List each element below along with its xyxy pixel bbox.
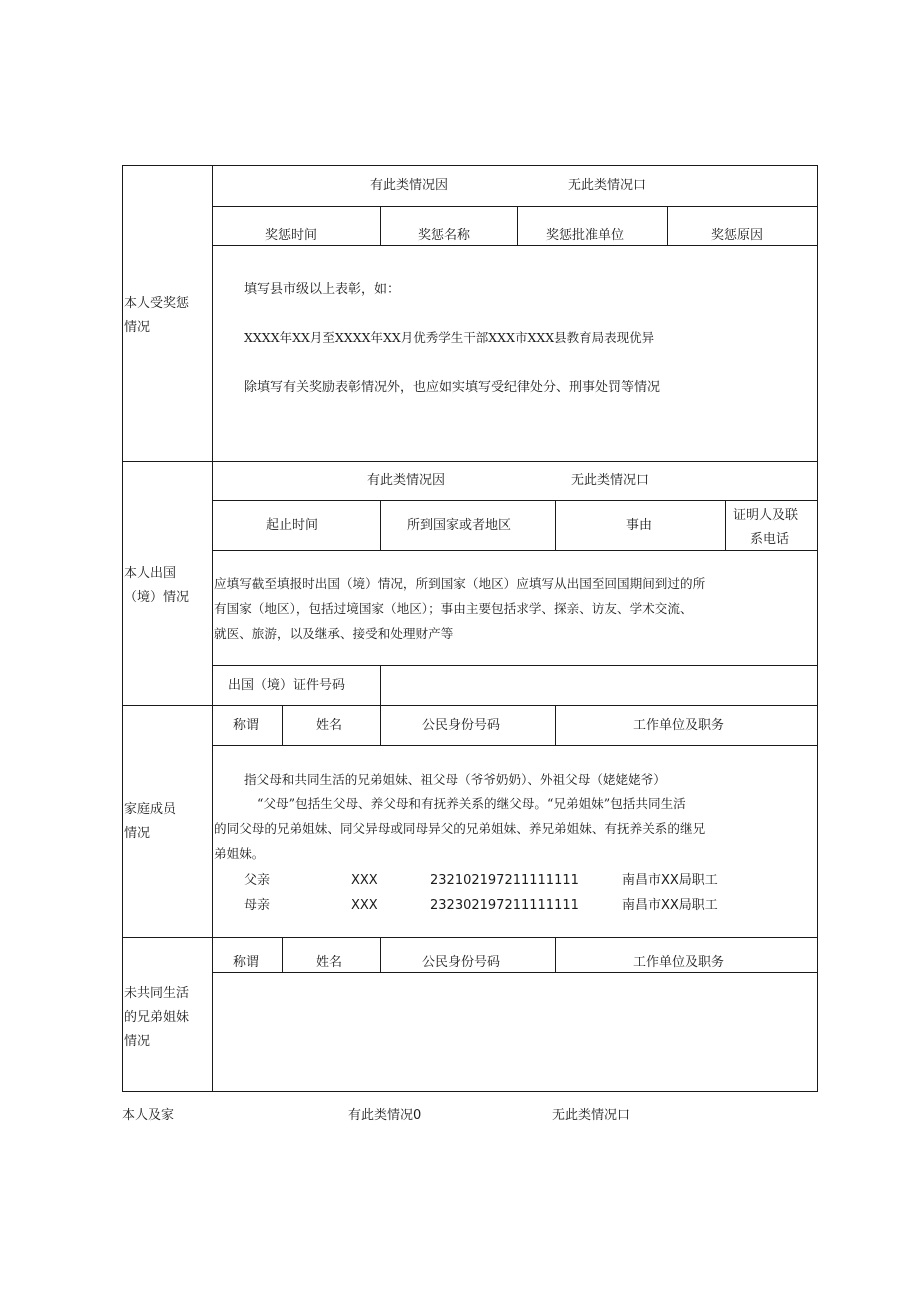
row-divider: [212, 550, 818, 551]
example-text: XXXX年XX月至XXXX年XX月优秀学生干部XXX市XXX县教育局表现优异: [244, 330, 655, 345]
instruction-text: 的同父母的兄弟姐妹、同父异母或同母异父的兄弟姐妹、养兄弟姐妹、有抚养关系的继兄: [214, 821, 706, 836]
instruction-text: 除填写有关奖励表彰情况外，也应如实填写受纪律处分、刑事处罚等情况: [244, 380, 661, 395]
section-label: 本人及家: [122, 1108, 175, 1123]
table-border-left: [122, 165, 123, 1092]
instruction-text: 应填写截至填报时出国（境）情况，所到国家（地区）应填写从出国至回国期间到过的所: [214, 576, 706, 591]
has-situation-option[interactable]: 有此类情况因: [367, 473, 446, 488]
col-divider: [555, 937, 556, 973]
instruction-text: 有国家（地区），包括过境国家（地区）；事由主要包括求学、探亲、访友、学术交流、: [214, 601, 693, 616]
member-name: XXX: [351, 898, 378, 913]
column-header: 奖惩批准单位: [546, 228, 625, 243]
col-divider: [282, 705, 283, 746]
section-label: 情况: [124, 826, 151, 841]
instruction-text: 就医、旅游，以及继承、接受和处理财产等: [214, 626, 454, 641]
member-id-number: 232102197211111111: [430, 873, 579, 888]
column-header: 姓名: [316, 718, 343, 733]
table-border-bottom: [122, 1091, 818, 1092]
label-column-divider: [212, 165, 213, 1092]
instruction-text: 弟姐妹。: [214, 846, 265, 861]
member-relation: 父亲: [244, 873, 271, 888]
column-header: 奖惩原因: [711, 228, 764, 243]
col-divider: [555, 705, 556, 746]
col-divider: [667, 206, 668, 246]
no-situation-option[interactable]: 无此类情况口: [552, 1108, 631, 1123]
member-relation: 母亲: [244, 898, 271, 913]
column-header: 工作单位及职务: [633, 718, 725, 733]
column-header: 姓名: [316, 955, 343, 970]
column-header: 称谓: [233, 955, 260, 970]
col-divider: [380, 665, 381, 706]
column-header: 所到国家或者地区: [407, 518, 512, 533]
row-divider: [212, 665, 818, 666]
instruction-text: 指父母和共同生活的兄弟姐妹、祖父母（爷爷奶奶）、外祖父母（姥姥姥爷）: [244, 772, 666, 787]
section-label: 本人受奖惩: [124, 296, 190, 311]
column-header: 起止时间: [266, 518, 319, 533]
column-header: 系电话: [750, 532, 790, 547]
col-divider: [282, 937, 283, 973]
col-divider: [725, 500, 726, 551]
section-divider: [122, 705, 818, 706]
column-header: 事由: [626, 518, 653, 533]
col-divider: [380, 500, 381, 551]
instruction-text: “父母”包括生父母、养父母和有抚养关系的继父母。“兄弟姐妹”包括共同生活: [257, 796, 686, 811]
col-divider: [380, 705, 381, 746]
section-label: （境）情况: [124, 590, 190, 605]
section-label: 本人出国: [124, 566, 177, 581]
column-header: 公民身份号码: [422, 718, 501, 733]
member-id-number: 232302197211111111: [430, 898, 579, 913]
column-header: 公民身份号码: [422, 955, 501, 970]
instruction-text: 填写县市级以上表彰，如：: [244, 282, 401, 297]
col-divider: [555, 500, 556, 551]
col-divider: [380, 937, 381, 973]
has-situation-option[interactable]: 有此类情况0: [348, 1108, 422, 1123]
column-header: 称谓: [233, 718, 260, 733]
no-situation-option[interactable]: 无此类情况口: [568, 178, 647, 193]
column-header: 奖惩名称: [418, 228, 471, 243]
column-header: 证明人及联: [733, 508, 799, 523]
section-label: 家庭成员: [124, 802, 177, 817]
row-divider: [212, 206, 818, 207]
passport-number-field[interactable]: [392, 679, 802, 695]
table-border-top: [122, 165, 818, 166]
member-work-unit: 南昌市XX局职工: [622, 898, 718, 913]
member-work-unit: 南昌市XX局职工: [622, 873, 718, 888]
section-label: 情况: [124, 1034, 151, 1049]
column-header: 工作单位及职务: [633, 955, 725, 970]
no-situation-option[interactable]: 无此类情况口: [571, 473, 650, 488]
passport-number-label: 出国（境）证件号码: [228, 678, 346, 693]
row-divider: [212, 500, 818, 501]
row-divider: [212, 972, 818, 973]
column-header: 奖惩时间: [265, 228, 318, 243]
table-border-right: [817, 165, 818, 1092]
section-label: 的兄弟姐妹: [124, 1010, 190, 1025]
col-divider: [380, 206, 381, 246]
has-situation-option[interactable]: 有此类情况因: [370, 178, 449, 193]
section-label: 情况: [124, 320, 151, 335]
section-divider: [122, 461, 818, 462]
section-label: 未共同生活: [124, 986, 190, 1001]
section-divider: [122, 937, 818, 938]
row-divider: [212, 245, 818, 246]
row-divider: [212, 745, 818, 746]
col-divider: [517, 206, 518, 246]
member-name: XXX: [351, 873, 378, 888]
